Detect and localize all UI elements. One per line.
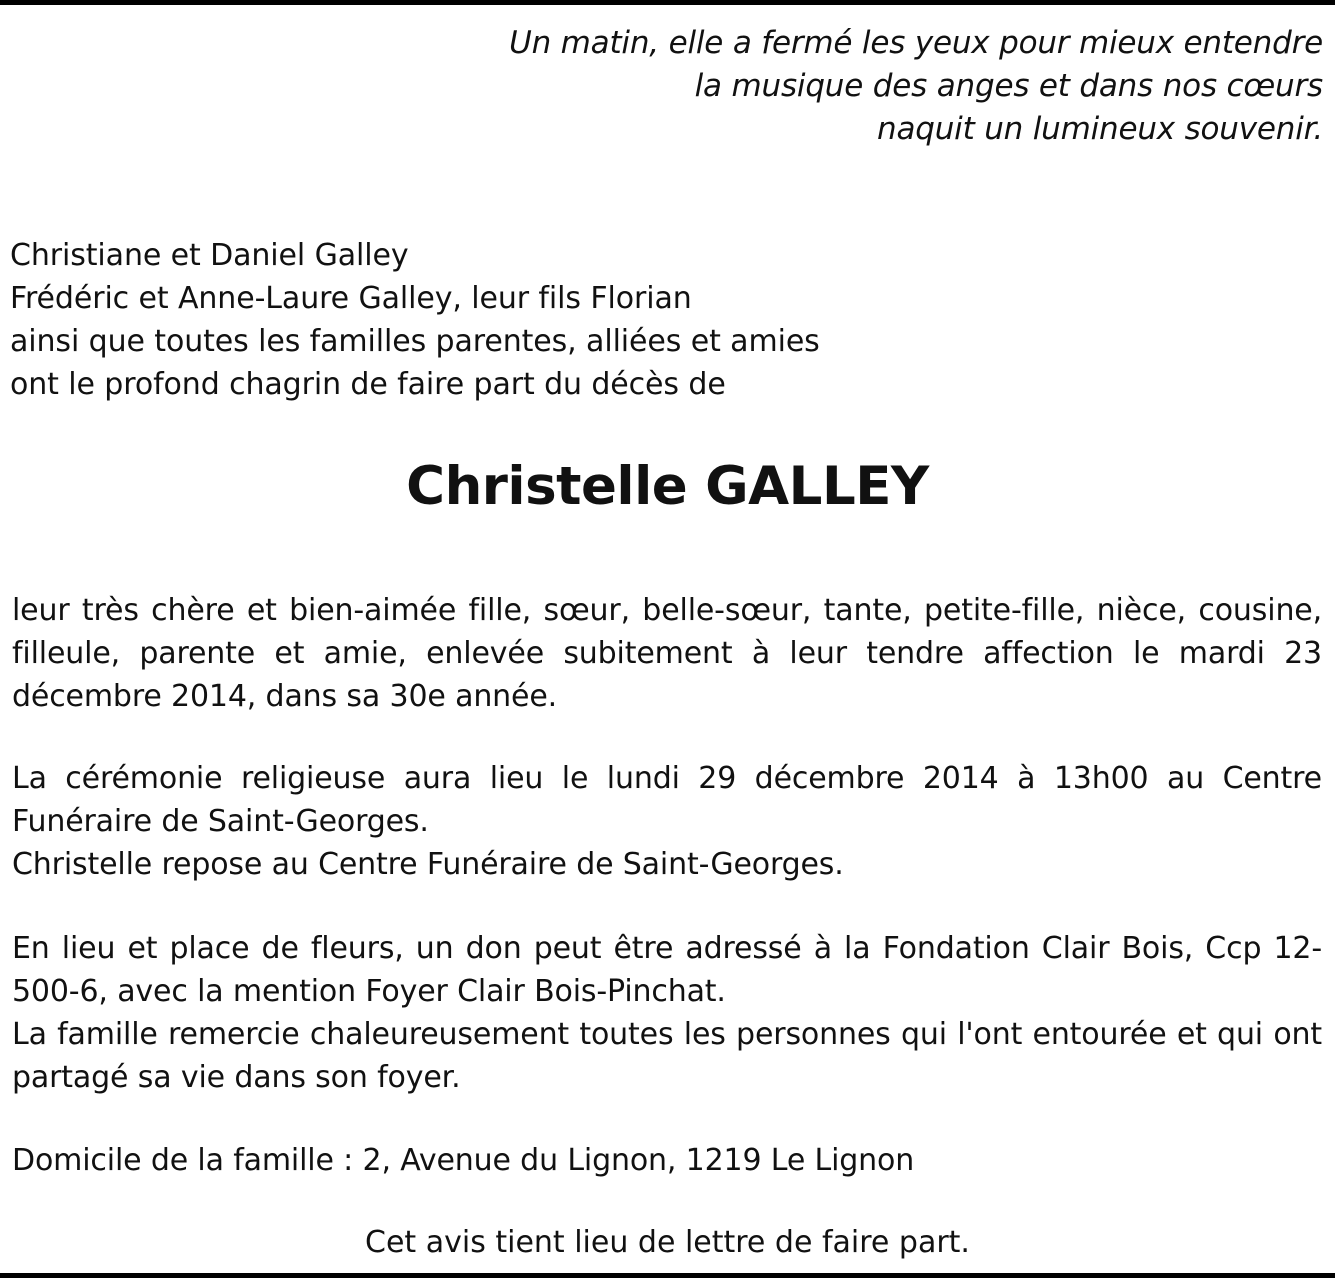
epigraph-line: Un matin, elle a fermé les yeux pour mieux entendre — [509, 25, 1323, 61]
deceased-name-heading: Christelle GALLEY — [406, 456, 929, 517]
announcer-line: ont le profond chagrin de faire part du décès de — [10, 367, 726, 402]
ceremony-section — [12, 757, 1322, 886]
epigraph-quote — [509, 22, 1323, 151]
announcers-block — [10, 234, 820, 406]
announcer-line: ainsi que toutes les familles parentes, alliées et amies — [10, 324, 820, 359]
donation-section — [12, 927, 1322, 1099]
family-domicile: Domicile de la famille : 2, Avenue du Lignon, 1219 Le Lignon — [12, 1143, 915, 1178]
thanks-text: La famille remercie chaleureusement toutes les personnes qui l'ont entourée et qui ont partagé sa vie dans son foyer. — [12, 1017, 1322, 1095]
announcer-line: Frédéric et Anne-Laure Galley, leur fils Florian — [10, 281, 692, 316]
description-text: leur très chère et bien-aimée fille, sœur, belle-sœur, tante, petite-fille, nièce, cousine, filleule, parente et amie, enlevée subitement à leur tendre affection le mardi 23 décembre 2014, dans sa 30e année. — [12, 593, 1322, 714]
bottom-border-rule — [0, 1273, 1335, 1278]
donation-text: En lieu et place de fleurs, un don peut être adressé à la Fondation Clair Bois, Ccp 12-500-6, avec la mention Foyer Clair Bois-Pinchat. — [12, 931, 1322, 1009]
description-paragraph — [12, 589, 1322, 718]
ceremony-text: La cérémonie religieuse aura lieu le lundi 29 décembre 2014 à 13h00 au Centre Funéraire de Saint-Georges. — [12, 761, 1322, 839]
epigraph-line: naquit un lumineux souvenir. — [877, 111, 1323, 147]
epigraph-line: la musique des anges et dans nos cœurs — [694, 68, 1323, 104]
announcer-line: Christiane et Daniel Galley — [10, 238, 409, 273]
top-border-rule — [0, 0, 1335, 5]
repose-text: Christelle repose au Centre Funéraire de Saint-Georges. — [12, 847, 844, 882]
closing-note: Cet avis tient lieu de lettre de faire part. — [365, 1225, 970, 1260]
